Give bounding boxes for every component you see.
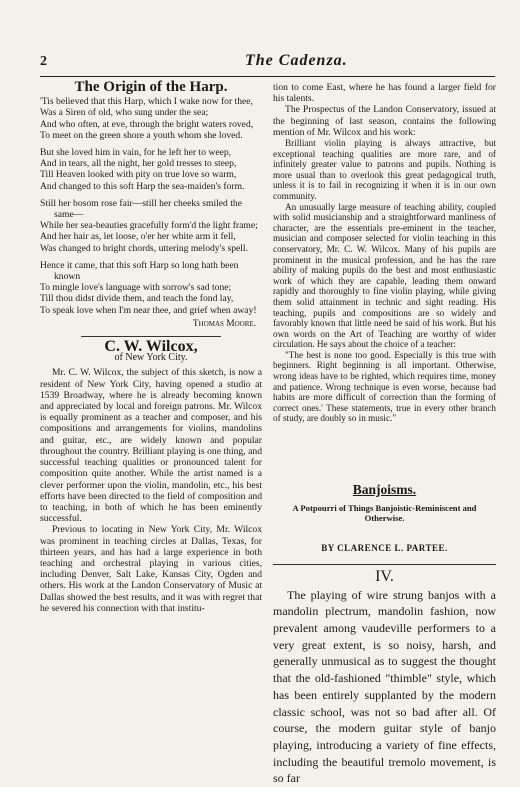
- body-paragraph: The Prospectus of the Landon Conservatory, issued at the beginning of last season, contains the following mention of Mr. Wilcox and his work:: [273, 104, 496, 138]
- page-header: [40, 54, 495, 76]
- poem-line: And her hair as, let loose, o'er her white arm it fell,: [40, 231, 236, 243]
- poem-body: [40, 96, 262, 316]
- poem-line: And who often, at eve, through the bright waters roved,: [40, 118, 254, 130]
- poem-line: And in tears, all the night, her gold tresses to steep,: [40, 158, 237, 170]
- section-divider: [273, 564, 496, 565]
- masthead: The Cadenza.: [245, 52, 348, 69]
- poem-author: Thomas Moore.: [192, 318, 256, 329]
- poem-title: The Origin of the Harp.: [74, 79, 228, 95]
- poem-line: Till thou didst divide them, and teach the fond lay,: [40, 293, 234, 305]
- quote-paragraph: An unusually large measure of teaching ability, coupled with solid musicianship and a straightforward manliness of character, are the essentials pre-eminent in the teacher, musician and composer selected for violin teaching in this conservatory, Mr. C. W. Wilcox. Many of his pupils are prominent in the musical profession, and he has the rare ability of making pupils do the best and most enthusiastic work of which they are capable, leading them onward rapidly and thoroughly to fine violin playing, while giving them solid attainment in technic and sight reading. His teaching, pupils and compositions are so widely and favorably known that little need be said of his work. But his own words on the Art of Teaching are worthy of wider circulation. He says about the choice of a teacher:: [273, 201, 496, 350]
- bio-paragraph: Mr. C. W. Wilcox, the subject of this sketch, is now a resident of New York City, having opened a studio at 1539 Broadway, where he is already becoming known and appreciated by local and foreign patrons. Mr. Wilcox is equally prominent as a teacher and composer, and his compositions and arrangements for violins, mandolins and guitar, etc., are widely known and popular throughout the country. Brilliant playing is one thing, and successful teaching qualities or pronounced talent for composition quite another. While the artist named is a clever performer upon the violin, mandolin, etc., his best efforts have been directed to the field of composition and to teaching, in both of which he has been eminently successful.: [40, 367, 262, 525]
- poem-line: Was changed to bright chords, uttering melody's spell.: [40, 242, 248, 254]
- poem-line: To mingle love's language with sorrow's sad tone;: [40, 282, 232, 294]
- poem-line: Was a Siren of old, who sung under the sea;: [40, 107, 209, 119]
- poem-line: And changed to this soft Harp the sea-maiden's form.: [40, 180, 245, 192]
- left-column: [40, 79, 262, 614]
- article-body: The playing of wire strung banjos with a mandolin plectrum, mandolin fashion, now prevalent among vaudeville performers to a very great extent, is so noisy, harsh, and generally unmusical as to suggest the thought that the old-fashioned "thimble" style, which has been entirely supplanted by the modern classic school, was not so bad after all. Of course, the modern guitar style of banjo playing, introducing a variety of fine effects, including the beautiful tremolo movement, is so far: [273, 587, 496, 786]
- poem-line: But she loved him in vain, for he left her to weep,: [40, 147, 232, 159]
- article-byline: BY CLARENCE L. PARTEE.: [321, 543, 448, 554]
- bio-subtitle: of New York City.: [114, 352, 188, 364]
- poem-line: While her sea-beauties gracefully form'd the light frame;: [40, 220, 258, 232]
- right-column: [273, 82, 496, 787]
- continued-paragraph: tion to come East, where he has found a larger field for his talents.: [273, 82, 496, 105]
- poem-line: Hence it came, that this soft Harp so long hath been known: [40, 259, 239, 283]
- section-divider: [81, 336, 221, 337]
- article-subtitle: A Potpourri of Things Banjoistic-Reminiscent and Otherwise.: [292, 503, 477, 524]
- section-number: IV.: [375, 568, 394, 586]
- article-title: Banjoisms.: [352, 482, 417, 498]
- bio-paragraph: Previous to locating in New York City, Mr. Wilcox was prominent in teaching circles at Dallas, Texas, for thirteen years, and has had a large experience in both teaching and orchestral playing in various cities, including Denver, Salt Lake, Kansas City, Ogden and others. His work at the Landon Conservatory of Music at Dallas showed the best results, and it was with regret that he severed his connection with that institu-: [40, 524, 262, 614]
- quote-paragraph: Brilliant violin playing is always attractive, but exceptional teaching qualities are more rare, and of infinitely greater value to patrons and pupils. Nothing is more usual than to overlook this great pedagogical truth, unless it is to fail in recognizing it when it is in our own community.: [273, 138, 496, 201]
- header-rule: [40, 76, 495, 77]
- poem-line: To meet on the green shore a youth whom she loved.: [40, 129, 243, 141]
- bio-title: C. W. Wilcox,: [104, 338, 198, 356]
- poem-line: Till Heaven looked with pity on true love so warm,: [40, 169, 237, 181]
- poem-line: To speak love when I'm near thee, and grief when away!: [40, 304, 257, 316]
- prospectus-quote: [273, 138, 496, 424]
- page-number: 2: [40, 54, 47, 69]
- poem-line: Still her bosom rose fair—still her cheeks smiled the same—: [40, 197, 242, 221]
- quote-paragraph: "The best is none too good. Especially is this true with beginners. Right beginning is all important. Otherwise, wrong ideas have to be righted, which requires time, money and patience. Wrong technique is even worse, because bad habits are more difficult of correction than the forming of correct ones.' These statements, true in every other branch of study, are doubly so in music.": [273, 349, 496, 424]
- poem-line: 'Tis believed that this Harp, which I wake now for thee,: [40, 96, 253, 108]
- banjoisms-header: [273, 484, 496, 554]
